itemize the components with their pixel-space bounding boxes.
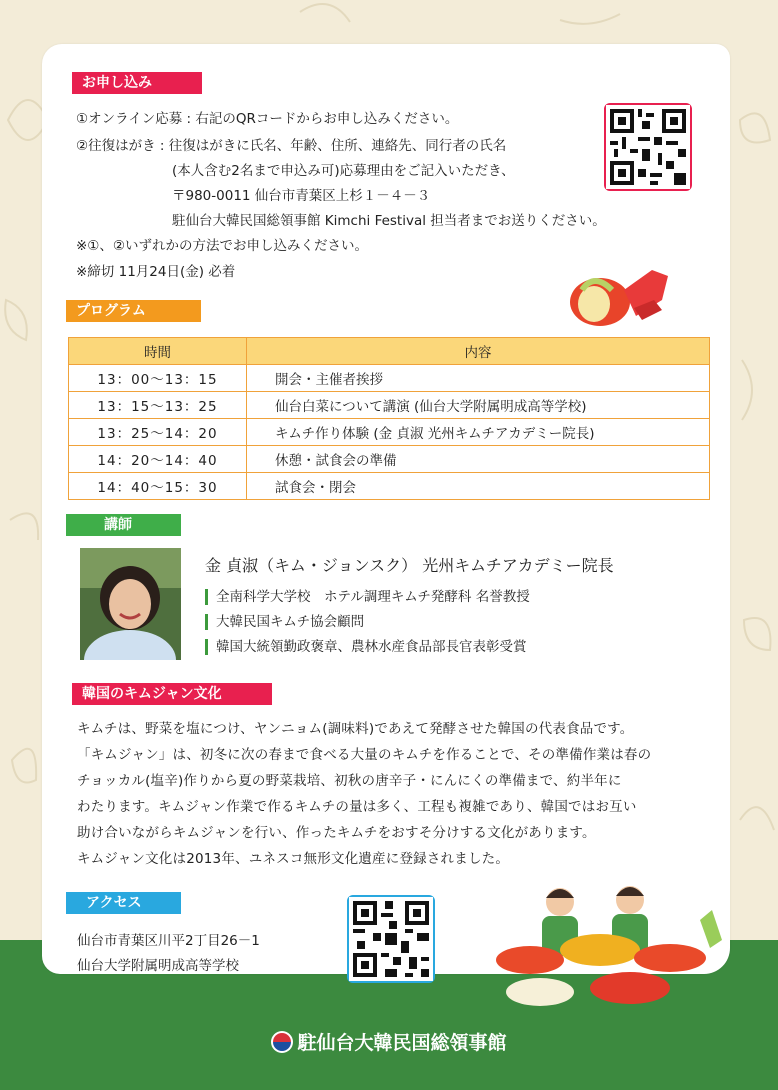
- program-content: キムチ作り体験 (金 貞淑 光州キムチアカデミー院長): [247, 419, 710, 446]
- program-col-content: 内容: [247, 338, 710, 365]
- program-time: 14：20～14：40: [69, 446, 247, 473]
- program-content: 休憩・試食会の準備: [247, 446, 710, 473]
- culture-paragraph-line: 助け合いながらキムジャンを行い、作ったキムチをおすそ分けする文化があります。: [77, 825, 596, 841]
- lecturer-credential: 大韓民国キムチ協会顧問: [205, 614, 364, 630]
- access-heading: [66, 892, 181, 914]
- apply-heading-text: お申し込み: [82, 75, 152, 91]
- program-col-time: 時間: [69, 338, 247, 365]
- consulate-emblem-icon: [271, 1031, 293, 1053]
- lecturer-heading-text: 講師: [104, 517, 132, 533]
- program-content: 仙台白菜について講演 (仙台大学附属明成高等学校): [247, 392, 710, 419]
- apply-heading: [72, 72, 202, 94]
- program-time: 13：00～13：15: [69, 365, 247, 392]
- table-row: [69, 392, 710, 419]
- kimchi-gloves-illustration: [564, 260, 674, 330]
- culture-paragraph-line: キムチは、野菜を塩につけ、ヤンニョム(調味料)であえて発酵させた韓国の代表食品です。: [77, 721, 634, 737]
- program-heading: [66, 300, 201, 322]
- apply-line-postcard: ②往復はがき : 往復はがきに氏名、年齢、住所、連絡先、同行者の氏名: [76, 138, 507, 154]
- footer-org-text: 駐仙台大韓民国総領事館: [297, 1032, 507, 1054]
- lecturer-credential: 韓国大統領勤政褒章、農林水産食品部長官表彰受賞: [205, 639, 527, 655]
- apply-line-recipient: 駐仙台大韓民国総領事館 Kimchi Festival 担当者までお送りください。: [172, 213, 606, 229]
- program-time: 14：40～15：30: [69, 473, 247, 500]
- table-row: [69, 473, 710, 500]
- footer-organization: [0, 1028, 778, 1055]
- program-content: 試食会・閉会: [247, 473, 710, 500]
- access-qr-code[interactable]: [347, 895, 435, 983]
- apply-note-method: ※①、②いずれかの方法でお申し込みください。: [76, 238, 369, 254]
- culture-paragraph-line: キムジャン文化は2013年、ユネスコ無形文化遺産に登録されました。: [77, 851, 510, 867]
- table-row: [69, 365, 710, 392]
- access-place: 仙台大学附属明成高等学校: [77, 958, 239, 974]
- access-address: 仙台市青葉区川平2丁目26－1: [77, 933, 260, 949]
- program-time: 13：15～13：25: [69, 392, 247, 419]
- program-content: 開会・主催者挨拶: [247, 365, 710, 392]
- program-table: [68, 337, 710, 500]
- program-table-header: [69, 338, 710, 365]
- lecturer-photo: [80, 548, 181, 660]
- apply-line-address: 〒980-0011 仙台市青葉区上杉１－４－３: [172, 188, 431, 204]
- culture-paragraph-line: わたります。キムジャン作業で作るキムチの量は多く、工程も複雑であり、韓国ではお互い: [77, 799, 637, 815]
- culture-heading-text: 韓国のキムジャン文化: [82, 686, 222, 702]
- culture-paragraph-line: チョッカル(塩辛)作りから夏の野菜栽培、初秋の唐辛子・にんにくの準備まで、約半年に: [77, 773, 622, 789]
- program-heading-text: プログラム: [76, 303, 146, 319]
- access-heading-text: アクセス: [86, 895, 142, 911]
- kimjang-people-illustration: [470, 880, 740, 1020]
- lecturer-name: 金 貞淑（キム・ジョンスク） 光州キムチアカデミー院長: [205, 556, 614, 575]
- table-row: [69, 419, 710, 446]
- culture-paragraph-line: 「キムジャン」は、初冬に次の春まで食べる大量のキムチを作ることで、その準備作業は春の: [77, 747, 652, 763]
- lecturer-credential: 全南科学大学校 ホテル調理キムチ発酵科 名誉教授: [205, 589, 530, 605]
- apply-line-detail: (本人含む2名まで申込み可)応募理由をご記入いただき、: [172, 163, 515, 179]
- program-time: 13：25～14：20: [69, 419, 247, 446]
- apply-line-online: ①オンライン応募 : 右記のQRコードからお申し込みください。: [76, 111, 459, 127]
- table-row: [69, 446, 710, 473]
- culture-heading: [72, 683, 272, 705]
- apply-note-deadline: ※締切 11月24日(金) 必着: [76, 264, 236, 280]
- lecturer-heading: [66, 514, 181, 536]
- apply-qr-code[interactable]: [604, 103, 692, 191]
